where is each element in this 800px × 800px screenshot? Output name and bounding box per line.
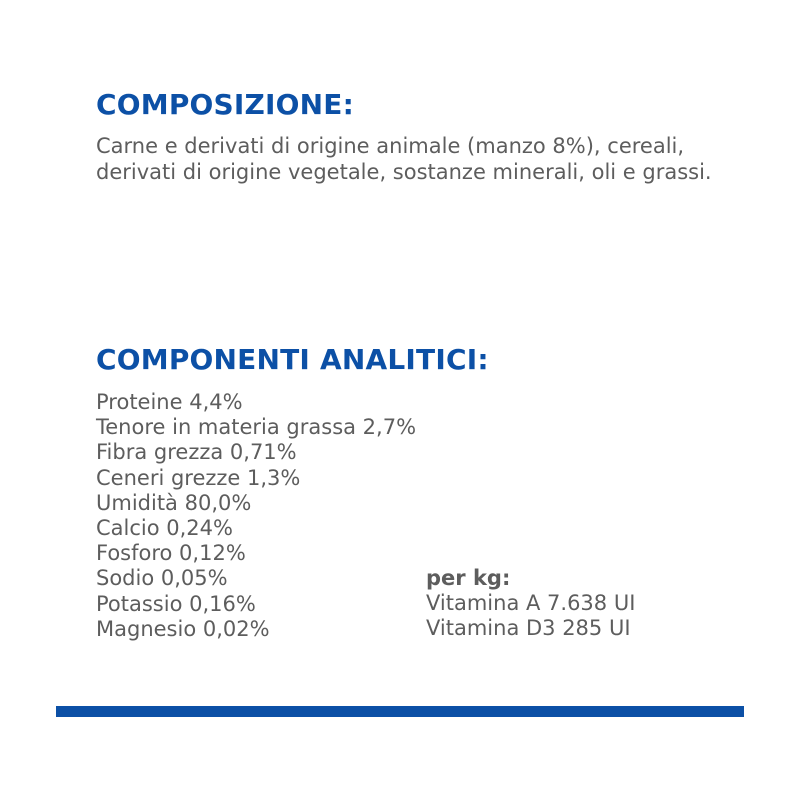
per-kg-item-vitamina-a: Vitamina A 7.638 UI (426, 591, 636, 616)
analytics-item-ceneri: Ceneri grezze 1,3% (96, 465, 301, 490)
analytics-item-fosforo: Fosforo 0,12% (96, 541, 246, 566)
analytics-item-sodio: Sodio 0,05% (96, 566, 228, 591)
analytics-item-potassio: Potassio 0,16% (96, 591, 256, 616)
bottom-divider-bar (56, 706, 744, 717)
analytics-heading: COMPONENTI ANALITICI: (96, 343, 489, 376)
per-kg-block (426, 566, 635, 642)
analytics-item-umidita: Umidità 80,0% (96, 490, 252, 515)
composition-text: Carne e derivati di origine animale (manzo 8%), cereali, derivati di origine vegetale, sostanze minerali, oli e grassi. (96, 134, 712, 184)
per-kg-label: per kg: (426, 566, 511, 590)
analytics-list (96, 390, 416, 642)
analytics-item-fibra: Fibra grezza 0,71% (96, 440, 297, 465)
analytics-item-proteine: Proteine 4,4% (96, 390, 243, 414)
analytics-item-grassi: Tenore in materia grassa 2,7% (96, 415, 417, 440)
analytics-item-magnesio: Magnesio 0,02% (96, 616, 270, 641)
per-kg-item-vitamina-d3: Vitamina D3 285 UI (426, 616, 631, 641)
analytics-item-calcio: Calcio 0,24% (96, 516, 233, 541)
per-kg-list (426, 591, 635, 641)
composition-heading: COMPOSIZIONE: (96, 88, 355, 121)
